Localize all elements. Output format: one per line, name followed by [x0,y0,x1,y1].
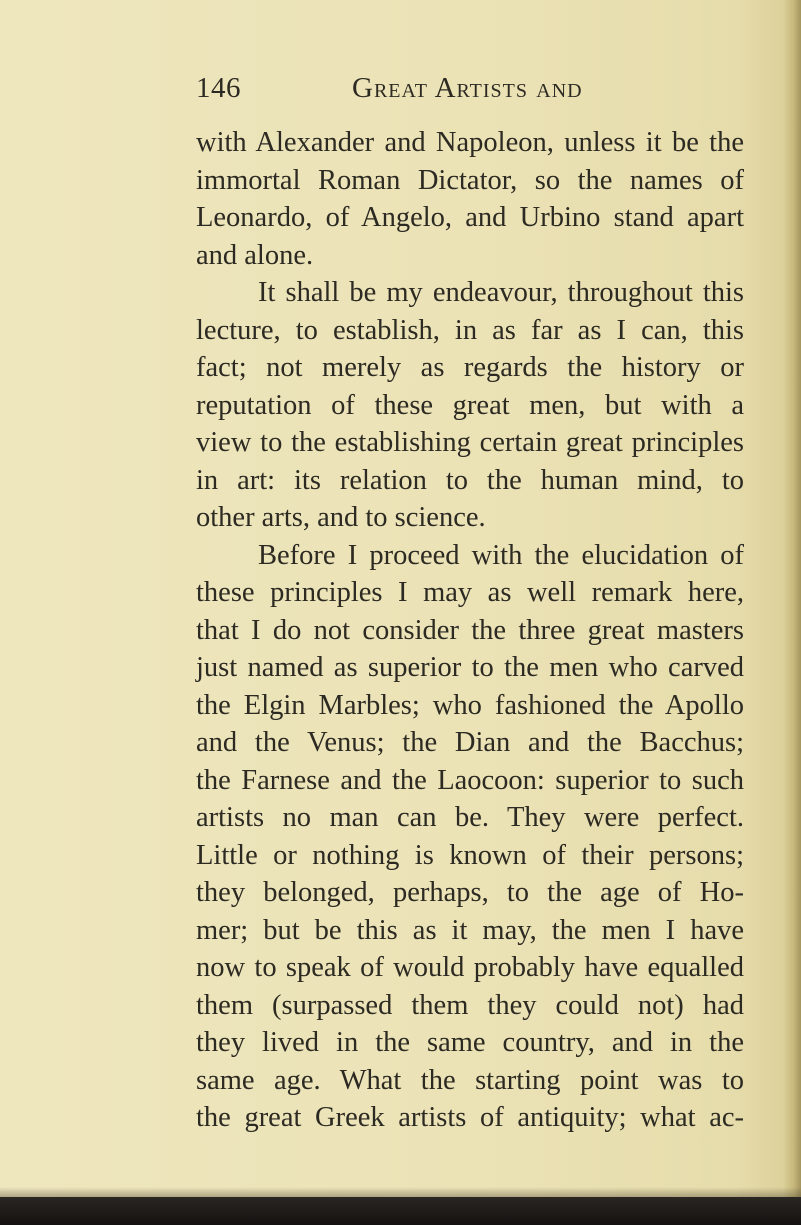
text-line: and alone. [196,239,314,271]
text-line: the Farnese and the Laocoon: superior to such [196,764,744,796]
page-bottom-edge [0,1197,801,1225]
page-header [196,72,716,112]
text-line: Leonardo, of Angelo, and Urbino stand apart [196,202,744,233]
text-line: Before I proceed with the elucidation of [258,539,744,571]
text-line: them (surpassed them they could not) had [196,989,744,1021]
running-title: Great Artists and [352,72,583,104]
text-line: and the Venus; the Dian and the Bacchus; [196,727,744,758]
text-line: It shall be my endeavour, throughout this [258,277,744,308]
text-line: they lived in the same country, and in the [196,1027,744,1058]
text-line: now to speak of would probably have equalled [196,952,744,983]
text-line: that I do not consider the three great masters [196,614,744,646]
text-line: they belonged, perhaps, to the age of Ho- [196,877,744,908]
text-line: the great Greek artists of antiquity; what ac- [196,1102,744,1133]
text-line: other arts, and to science. [196,502,486,533]
text-line: these principles I may as well remark here, [196,577,744,608]
text-line: with Alexander and Napoleon, unless it be the [196,127,744,158]
text-line: in art: its relation to the human mind, to [196,464,744,496]
text-line: Little or nothing is known of their persons; [196,839,744,871]
text-line: fact; not merely as regards the history or [196,352,744,383]
text-line: the Elgin Marbles; who fashioned the Apollo [196,689,744,721]
page-edge-shadow [783,0,801,1225]
text-line: lecture, to establish, in as far as I can, this [196,314,744,346]
text-line: immortal Roman Dictator, so the names of [196,164,744,196]
page-number: 146 [196,72,241,104]
text-line: mer; but be this as it may, the men I have [196,914,744,946]
text-line: artists no man can be. They were perfect. [196,802,744,833]
text-line: just named as superior to the men who carved [196,652,744,683]
text-line: view to the establishing certain great principles [196,427,744,458]
text-line: same age. What the starting point was to [196,1064,744,1096]
body-text [196,124,744,1137]
text-line: reputation of these great men, but with a [196,389,744,421]
